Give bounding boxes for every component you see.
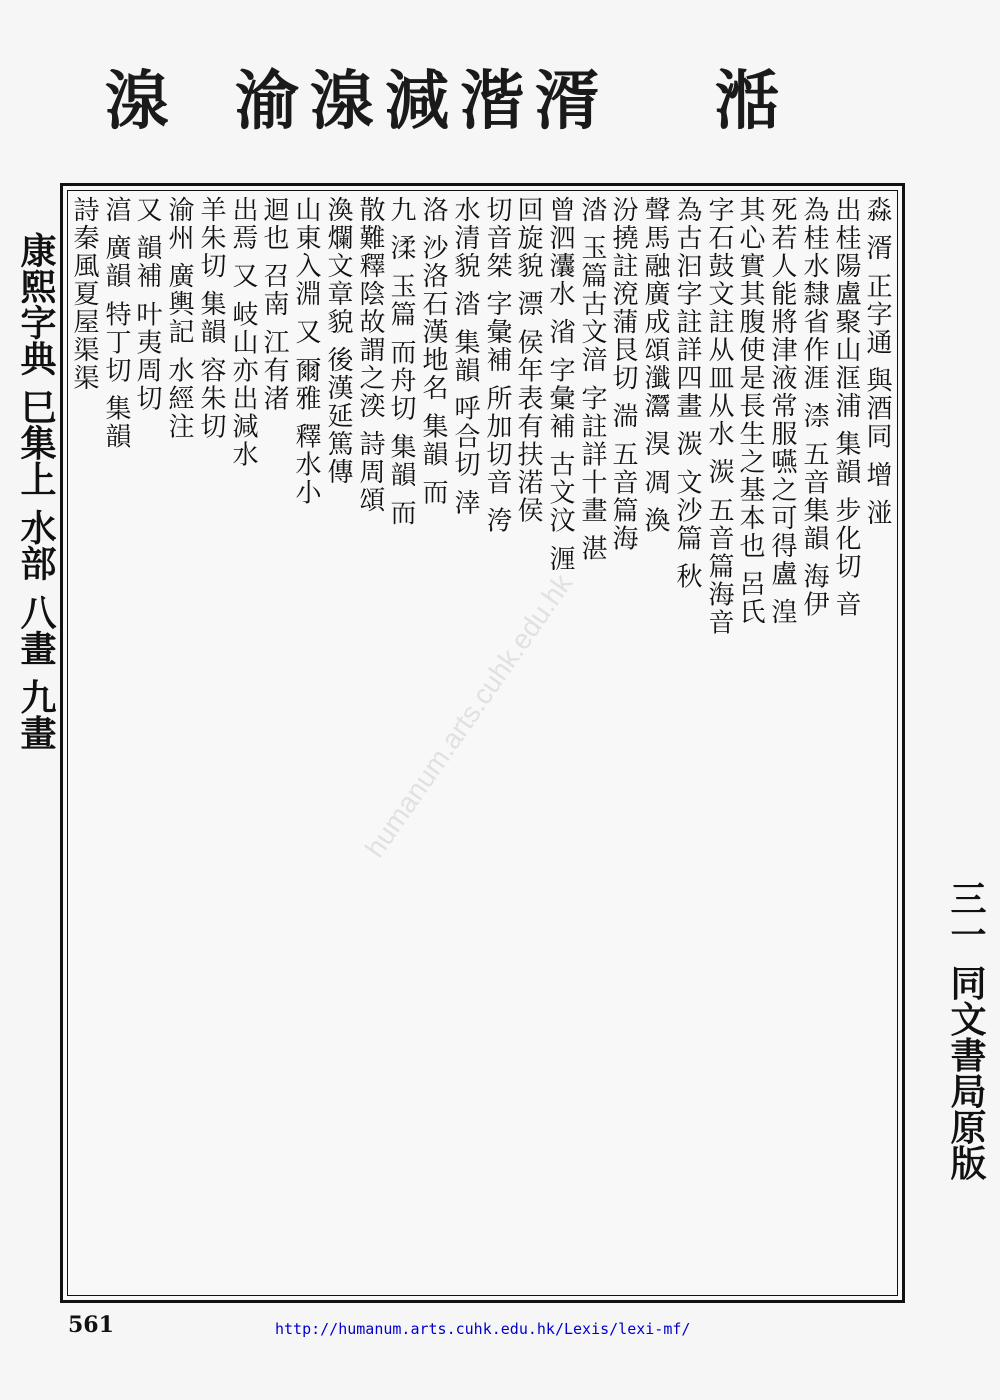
text-column: 散難釋陰故謂之湙 詩周頌 — [355, 196, 385, 515]
seal-heading-2: 渝 — [235, 64, 299, 139]
text-column: 死若人能將津液常服嚥之可得盧 湟 — [767, 196, 797, 627]
text-column: 曾泗灢水 渻 字彙補 古文汶 湹 — [545, 196, 575, 574]
text-column: 淼 湑 正字通 與酒同 增 湴 — [862, 196, 892, 528]
text-column: 九 渘 玉篇 而舟切 集韻 而 — [386, 196, 416, 528]
text-column: 渝州 廣輿記 水經注 — [164, 196, 194, 441]
text-column: 切音桀 字彙補 所加切音 洿 — [482, 196, 512, 535]
text-column: 湻 廣韻 特丁切 集韻 — [101, 196, 131, 451]
text-column: 涾 玉篇古文湆 字註詳十畫 湛 — [577, 196, 607, 563]
seal-heading-3: 湶 — [310, 64, 374, 139]
text-column: 汾撓註渷蒲艮切 湍 五音篇海 — [608, 196, 638, 553]
source-url-link[interactable]: http://humanum.arts.cuhk.edu.hk/Lexis/lexi-mf/ — [275, 1320, 691, 1338]
text-column: 詩秦風夏屋渠渠 — [69, 196, 99, 392]
seal-heading-5: 湝 — [460, 64, 524, 139]
publisher-note: 三一 同文書局原版 — [945, 880, 987, 1181]
text-column: 為古汩字註詳四畫 湠 文沙篇 秋 — [672, 196, 702, 591]
text-column: 渙爛文章貌 後漢延篤傳 — [323, 196, 353, 487]
text-column: 為桂水隸省作涯 渿 五音集韻 海伊 — [799, 196, 829, 619]
text-column: 迴也 召南 江有渚 — [259, 196, 289, 413]
seal-heading-6: 湑 — [535, 64, 599, 139]
text-column: 聲馬融廣成頌瀸灊 湨 凋 渙 — [640, 196, 670, 535]
text-column: 字石鼓文註从皿从水 湠 五音篇海音 — [704, 196, 734, 637]
text-column: 洛 沙洛石漢地名 集韻 而 — [418, 196, 448, 507]
text-column: 回旋貌 漂 侯年表有扶渃侯 — [513, 196, 543, 525]
dictionary-page-frame — [60, 183, 905, 1303]
text-column: 羊朱切 集韻 容朱切 — [196, 196, 226, 441]
page-number: 561 — [68, 1312, 114, 1338]
text-column: 水清貌 涾 集韻 呼合切 涬 — [450, 196, 480, 518]
text-column: 又 韻補 叶夷周切 — [132, 196, 162, 413]
seal-heading-4: 減 — [385, 64, 449, 139]
seal-heading-band — [95, 30, 975, 170]
book-side-title: 康熙字典 巳集上 水部 八畫 九畫 — [15, 232, 57, 751]
text-column: 出焉 又 岐山亦出減水 — [228, 196, 258, 469]
text-column: 出桂陽盧聚山洭浦 集韻 步化切 音 — [831, 196, 861, 619]
text-column: 其心實其腹使是長生之基本也 呂氏 — [735, 196, 765, 627]
seal-heading-7: 湉 — [715, 64, 779, 139]
text-column: 山東入淵 又 爾雅 釋水小 — [291, 196, 321, 507]
watermark-text: humanum.arts.cuhk.edu.hk — [358, 568, 579, 863]
seal-heading-1: 湶 — [105, 64, 169, 139]
